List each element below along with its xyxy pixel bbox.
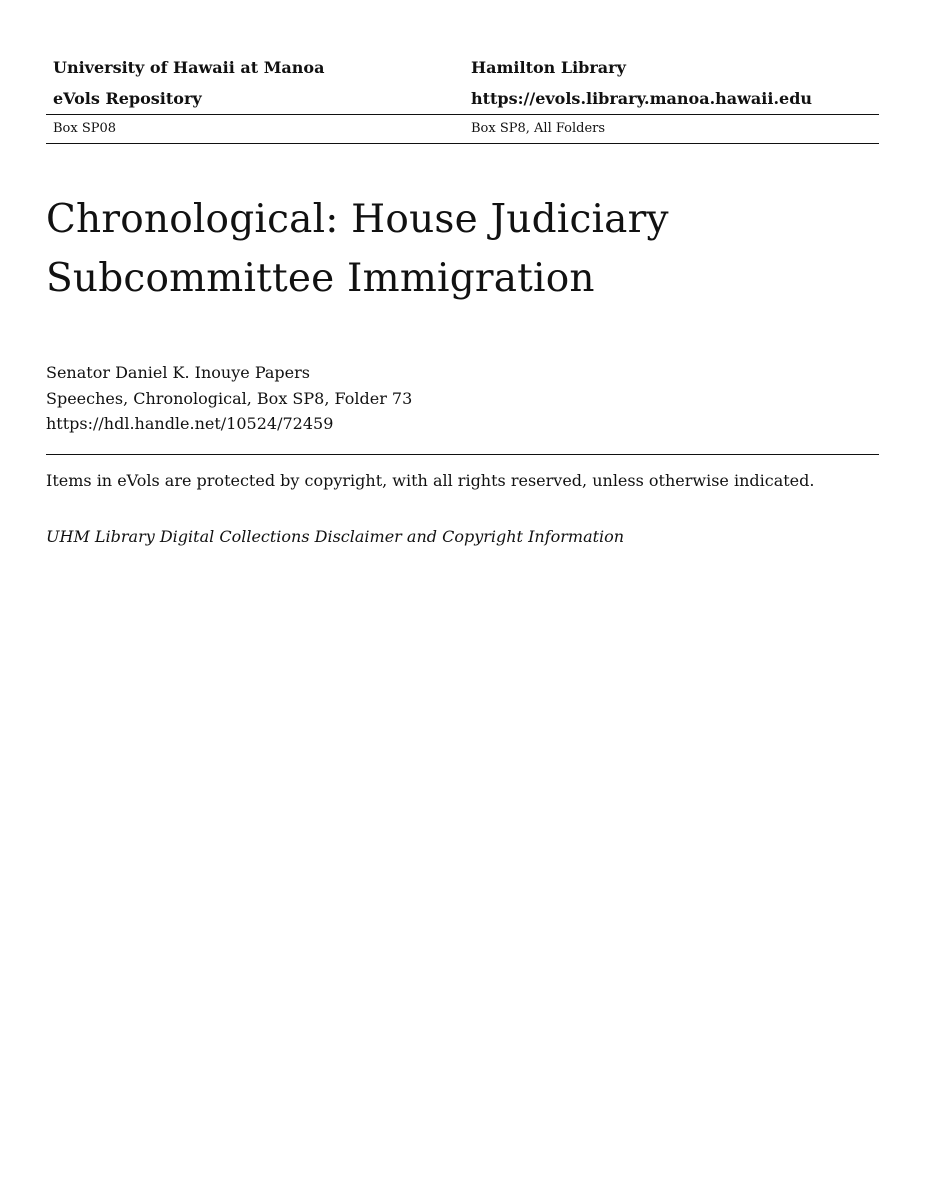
header-row-3 — [46, 115, 879, 143]
institution-name: University of Hawaii at Manoa — [53, 58, 325, 77]
title-line-2: Subcommittee Immigration — [46, 256, 595, 301]
content-divider — [46, 454, 879, 455]
header-table — [46, 52, 879, 144]
header-row-1 — [46, 52, 879, 83]
header-divider-bottom — [46, 143, 879, 144]
box-label-left: Box SP08 — [53, 121, 117, 136]
title-line-1: Chronological: House Judiciary — [46, 197, 669, 242]
library-name: Hamilton Library — [471, 58, 626, 77]
series-info: Speeches, Chronological, Box SP8, Folder 73 — [46, 388, 413, 408]
repository-url-link[interactable]: https://evols.library.manoa.hawaii.edu — [471, 89, 813, 108]
collection-name: Senator Daniel K. Inouye Papers — [46, 363, 310, 382]
document-title — [46, 190, 879, 308]
copyright-notice: Items in eVols are protected by copyright, with all rights reserved, unless otherwise indicated. — [46, 471, 815, 490]
header-row-2 — [46, 83, 879, 114]
handle-link[interactable]: https://hdl.handle.net/10524/72459 — [46, 414, 334, 433]
box-label-right: Box SP8, All Folders — [471, 121, 606, 136]
disclaimer-link[interactable]: UHM Library Digital Collections Disclaimer and Copyright Information — [46, 527, 625, 546]
document-metadata — [46, 360, 879, 437]
repository-name: eVols Repository — [53, 89, 202, 108]
